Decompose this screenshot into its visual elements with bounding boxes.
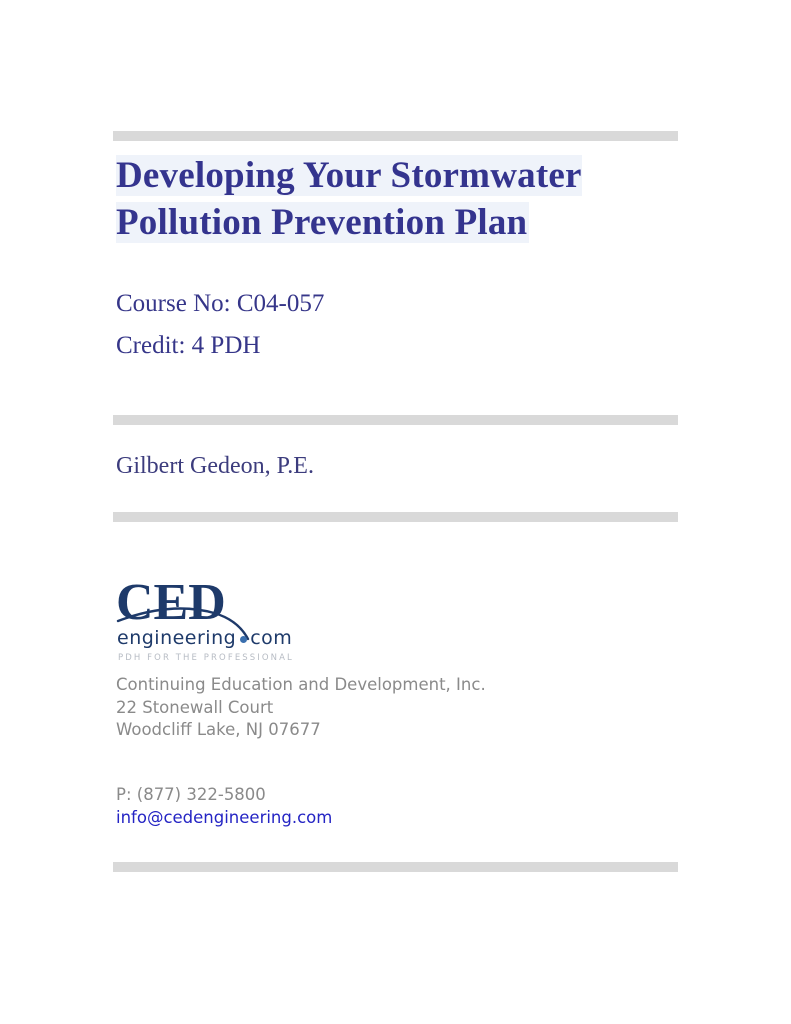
top-rule-bar <box>113 131 678 141</box>
contact-phone-email-block <box>116 784 332 829</box>
company-name: Continuing Education and Development, Inc. <box>116 675 486 694</box>
company-address-block <box>116 674 486 742</box>
course-number: Course No: C04-057 <box>116 290 325 317</box>
logo-acronym-text: CED <box>116 574 226 631</box>
email-link[interactable]: info@cedengineering.com <box>116 807 333 827</box>
page-title-line1: Developing Your Stormwater <box>116 155 582 196</box>
page-title-line2: Pollution Prevention Plan <box>116 202 528 243</box>
logo-domain-text <box>117 627 292 649</box>
bottom-rule-bar <box>113 862 678 872</box>
page-title <box>116 152 582 246</box>
logo-domain-right: com <box>250 627 293 649</box>
author-name: Gilbert Gedeon, P.E. <box>116 453 314 479</box>
address-line1: 22 Stonewall Court <box>116 697 274 717</box>
phone-number: P: (877) 322-5800 <box>116 785 266 804</box>
logo-domain-left: engineering <box>117 627 237 649</box>
logo-dot-icon <box>240 636 247 643</box>
middle-rule-bar <box>113 415 678 425</box>
credit-hours: Credit: 4 PDH <box>116 332 261 359</box>
address-line2: Woodcliff Lake, NJ 07677 <box>116 720 321 739</box>
logo-tagline: PDH FOR THE PROFESSIONAL <box>118 653 294 663</box>
second-middle-rule-bar <box>113 512 678 522</box>
ced-engineering-logo <box>116 574 306 667</box>
